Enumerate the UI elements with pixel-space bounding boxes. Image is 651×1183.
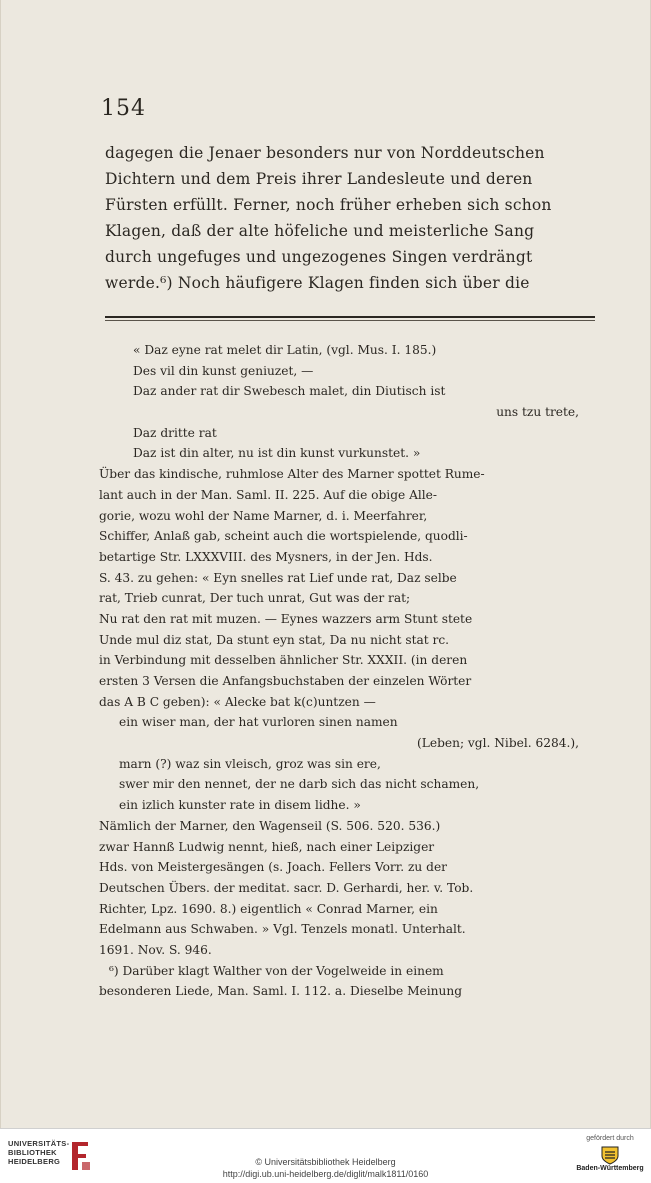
- footnote-line: (Leben; vgl. Nibel. 6284.),: [417, 736, 579, 751]
- footnote-line: das A B C geben): « Alecke bat k(c)untzen —: [99, 694, 376, 709]
- footnote-separator-rule: [105, 316, 595, 322]
- footnote-line: lant auch in der Man. Saml. II. 225. Auf die obige Alle-: [99, 487, 438, 502]
- page-number: 154: [101, 96, 146, 121]
- footnote-line: Deutschen Übers. der meditat. sacr. D. Gerhardi, her. v. Tob.: [99, 880, 474, 895]
- library-logo-icon: [68, 1140, 92, 1172]
- footnote-line: ein wiser man, der hat vurloren sinen namen: [119, 715, 398, 730]
- footnote-line: marn (?) waz sin vleisch, groz was sin ere,: [119, 756, 381, 771]
- body-line: werde.⁶) Noch häufigere Klagen finden sich über die: [105, 274, 530, 292]
- footnotes: [99, 340, 599, 1002]
- footnote-line: Richter, Lpz. 1690. 8.) eigentlich « Conrad Marner, ein: [99, 901, 438, 916]
- footnote-line: Schiffer, Anlaß gab, scheint auch die wortspielende, quodli-: [99, 529, 468, 544]
- footnote-line: betartige Str. LXXXVIII. des Mysners, in der Jen. Hds.: [99, 549, 433, 564]
- footnote-line: ersten 3 Versen die Anfangsbuchstaben der einzelen Wörter: [99, 674, 472, 688]
- body-line: Dichtern und dem Preis ihrer Landesleute und deren: [105, 170, 533, 188]
- coat-of-arms-icon: [599, 1145, 621, 1165]
- footnote-line: ein izlich kunster rate in disem lidhe. »: [119, 798, 361, 813]
- footnote-line: rat, Trieb cunrat, Der tuch unrat, Gut was der rat;: [99, 591, 411, 606]
- footnote-line: Des vil din kunst geniuzet, —: [133, 363, 314, 378]
- footnote-line: zwar Hannß Ludwig nennt, hieß, nach einer Leipziger: [99, 839, 435, 854]
- copyright-notice: © Universitätsbibliothek Heidelberg: [255, 1157, 396, 1167]
- footnote-line: besonderen Liede, Man. Saml. I. 112. a. Dieselbe Meinung: [99, 984, 463, 999]
- footnote-line: Nämlich der Marner, den Wagenseil (S. 506. 520. 536.): [99, 818, 441, 833]
- funder-name: Baden-Württemberg: [576, 1165, 644, 1172]
- main-text: [105, 140, 597, 296]
- footnote-line: gorie, wozu wohl der Name Marner, d. i. Meerfahrer,: [99, 508, 428, 523]
- footnote-line: Unde mul diz stat, Da stunt eyn stat, Da nu nicht stat rc.: [99, 632, 450, 647]
- footnote-line: 1691. Nov. S. 946.: [99, 942, 212, 957]
- footnote-line: uns tzu trete,: [496, 405, 579, 420]
- body-line: dagegen die Jenaer besonders nur von Norddeutschen: [105, 144, 545, 162]
- footnote-line: Edelmann aus Schwaben. » Vgl. Tenzels monatl. Unterhalt.: [99, 922, 466, 937]
- footnote-line: Hds. von Meistergesängen (s. Joach. Fellers Vorr. zu der: [99, 860, 447, 875]
- footnote-line: Über das kindische, ruhmlose Alter des Marner spottet Rume-: [99, 467, 485, 482]
- body-line: Klagen, daß der alte höfeliche und meisterliche Sang: [105, 222, 535, 240]
- footnote-line: « Daz eyne rat melet dir Latin, (vgl. Mus. I. 185.): [133, 343, 437, 357]
- funded-by-label: gefördert durch: [586, 1135, 634, 1142]
- funding-credit: [570, 1135, 650, 1172]
- footnote-line: S. 43. zu gehen: « Eyn snelles rat Lief unde rat, Daz selbe: [99, 570, 457, 585]
- footnote-line: swer mir den nennet, der ne darb sich das nicht schamen,: [119, 777, 480, 792]
- body-line: Fürsten erfüllt. Ferner, noch früher erheben sich schon: [105, 196, 552, 214]
- permalink-url[interactable]: http://digi.ub.uni-heidelberg.de/diglit/malk1811/0160: [222, 1169, 429, 1179]
- footnote-line: Daz dritte rat: [133, 425, 217, 440]
- footnote-line: Daz ist din alter, nu ist din kunst vurkunstet. »: [133, 446, 421, 461]
- footnote-line: ⁶) Darüber klagt Walther von der Vogelweide in einem: [109, 963, 444, 978]
- body-line: durch ungefuges und ungezogenes Singen verdrängt: [105, 248, 533, 266]
- footnote-line: in Verbindung mit desselben ähnlicher Str. XXXII. (in deren: [99, 653, 468, 668]
- university-library-logo: UNIVERSITÄTS- BIBLIOTHEK HEIDELBERG: [8, 1139, 92, 1177]
- viewer-footer: [0, 1128, 651, 1183]
- footnote-line: Nu rat den rat mit muzen. — Eynes wazzers arm Stunt stete: [99, 611, 473, 626]
- footnote-line: Daz ander rat dir Swebesch malet, din Diutisch ist: [133, 384, 446, 399]
